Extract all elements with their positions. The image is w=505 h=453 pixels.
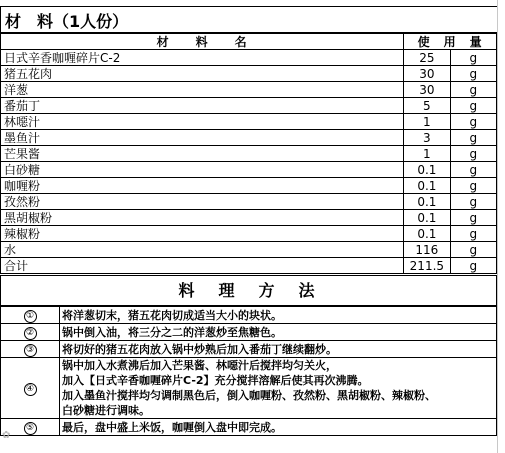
step-text-line: 加入墨鱼汁搅拌均匀调制黑色后，倒入咖喱粉、孜然粉、黑胡椒粉、辣椒粉、 bbox=[62, 389, 436, 402]
ingredient-name: 合计 bbox=[1, 258, 404, 274]
ingredient-name-header: 材 料 名 bbox=[1, 34, 404, 50]
ingredient-amount: 5 bbox=[404, 98, 450, 114]
ingredient-unit: g bbox=[450, 146, 496, 162]
step-number-circle: ④ bbox=[24, 383, 37, 396]
ingredient-row bbox=[1, 98, 497, 114]
ingredient-amount: 0.1 bbox=[404, 178, 450, 194]
ingredient-row bbox=[1, 242, 497, 258]
ingredient-name: 墨鱼汁 bbox=[1, 130, 404, 146]
ingredient-row bbox=[1, 66, 497, 82]
ingredient-unit: g bbox=[450, 130, 496, 146]
ingredient-name: 林噁汁 bbox=[1, 114, 404, 130]
ingredient-amount: 0.1 bbox=[404, 226, 450, 242]
ingredient-unit: g bbox=[450, 194, 496, 210]
ingredient-row bbox=[1, 178, 497, 194]
page-title: 材 料（1人份） bbox=[5, 12, 129, 31]
ingredient-unit: g bbox=[450, 242, 496, 258]
step-text-line: 将切好的猪五花肉放入锅中炒熟后加入番茄丁继续翻炒。 bbox=[62, 342, 337, 356]
step-text-line: 白砂糖进行调味。 bbox=[62, 404, 150, 417]
method-header: 料 理 方 法 bbox=[0, 275, 497, 306]
method-steps-table bbox=[0, 306, 497, 436]
step-number bbox=[1, 324, 60, 341]
step-text bbox=[60, 358, 497, 419]
ingredient-amount: 1 bbox=[404, 146, 450, 162]
method-step-row bbox=[1, 358, 497, 419]
watermark-logo: ✿ bbox=[2, 430, 11, 441]
ingredient-row bbox=[1, 210, 497, 226]
step-text-line: 加入【日式辛香咖喱碎片C-2】充分搅拌溶解后使其再次沸腾。 bbox=[62, 374, 369, 387]
step-text-line: 将洋葱切末，猪五花肉切成适当大小的块状。 bbox=[62, 308, 282, 322]
ingredient-name: 水 bbox=[1, 242, 404, 258]
step-text bbox=[60, 419, 497, 436]
step-text-line: 最后，盘中盛上米饭，咖喱倒入盘中即完成。 bbox=[62, 420, 282, 434]
method-step-row bbox=[1, 307, 497, 324]
method-step-row bbox=[1, 419, 497, 436]
ingredient-row bbox=[1, 194, 497, 210]
step-text-line: 锅中加入水煮沸后加入芒果酱、林噁汁后搅拌均匀关火， bbox=[62, 359, 337, 372]
ingredient-unit: g bbox=[450, 226, 496, 242]
step-text bbox=[60, 307, 497, 324]
step-number-circle: ⑤ bbox=[24, 422, 37, 435]
step-text bbox=[60, 341, 497, 358]
ingredient-unit: g bbox=[450, 98, 496, 114]
ingredient-unit: g bbox=[450, 50, 496, 66]
step-number bbox=[1, 307, 60, 324]
ingredient-name: 日式辛香咖喱碎片C-2 bbox=[1, 50, 404, 66]
ingredient-amount: 0.1 bbox=[404, 194, 450, 210]
step-number bbox=[1, 358, 60, 419]
ingredient-name: 猪五花肉 bbox=[1, 66, 404, 82]
ingredient-unit: g bbox=[450, 210, 496, 226]
ingredient-unit: g bbox=[450, 258, 496, 274]
ingredient-unit: g bbox=[450, 82, 496, 98]
ingredient-amount: 0.1 bbox=[404, 162, 450, 178]
ingredient-amount: 211.5 bbox=[404, 258, 450, 274]
ingredient-name: 洋葱 bbox=[1, 82, 404, 98]
ingredient-name: 辣椒粉 bbox=[1, 226, 404, 242]
step-number-circle: ② bbox=[24, 327, 37, 340]
ingredient-unit: g bbox=[450, 178, 496, 194]
ingredient-amount: 1 bbox=[404, 114, 450, 130]
ingredient-amount: 25 bbox=[404, 50, 450, 66]
method-step-row bbox=[1, 324, 497, 341]
ingredients-table bbox=[0, 33, 497, 274]
ingredient-row bbox=[1, 162, 497, 178]
step-number-circle: ① bbox=[24, 310, 37, 323]
ingredient-name: 黑胡椒粉 bbox=[1, 210, 404, 226]
ingredient-amount: 0.1 bbox=[404, 210, 450, 226]
ingredient-row bbox=[1, 258, 497, 274]
ingredient-unit: g bbox=[450, 66, 496, 82]
grid-line bbox=[497, 0, 498, 453]
ingredient-unit: g bbox=[450, 162, 496, 178]
ingredient-name: 番茄丁 bbox=[1, 98, 404, 114]
ingredient-name: 白砂糖 bbox=[1, 162, 404, 178]
ingredient-row bbox=[1, 130, 497, 146]
ingredient-amount: 3 bbox=[404, 130, 450, 146]
title-row bbox=[0, 6, 497, 33]
ingredient-row bbox=[1, 146, 497, 162]
ingredient-row bbox=[1, 82, 497, 98]
ingredient-row bbox=[1, 226, 497, 242]
ingredient-name: 孜然粉 bbox=[1, 194, 404, 210]
ingredient-row bbox=[1, 50, 497, 66]
method-step-row bbox=[1, 341, 497, 358]
ingredient-name: 咖喱粉 bbox=[1, 178, 404, 194]
ingredient-amount: 30 bbox=[404, 66, 450, 82]
amount-header: 使 用 量 bbox=[404, 34, 497, 50]
ingredient-name: 芒果酱 bbox=[1, 146, 404, 162]
step-text bbox=[60, 324, 497, 341]
ingredient-amount: 116 bbox=[404, 242, 450, 258]
ingredients-header-row bbox=[1, 34, 497, 50]
ingredient-unit: g bbox=[450, 114, 496, 130]
step-text-line: 锅中倒入油，将三分之二的洋葱炒至焦糖色。 bbox=[62, 325, 282, 339]
ingredient-row bbox=[1, 114, 497, 130]
step-number bbox=[1, 341, 60, 358]
step-number-circle: ③ bbox=[24, 344, 37, 357]
ingredient-amount: 30 bbox=[404, 82, 450, 98]
